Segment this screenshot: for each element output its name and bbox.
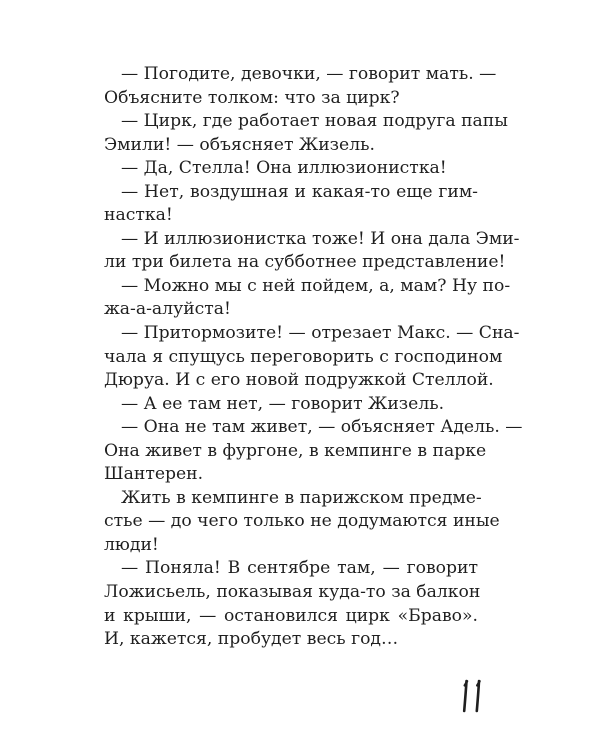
paragraph	[104, 557, 481, 651]
paragraph	[104, 487, 500, 558]
text-line: и крыши, — остановился цирк «Браво».	[104, 605, 478, 626]
text-line: Ложисьель, показывая куда-то за балкон	[104, 582, 481, 603]
text-line: — Притормозите! — отрезает Макс. — Сна-	[121, 323, 520, 344]
paragraph	[104, 181, 478, 228]
text-line: настка!	[104, 205, 173, 226]
paragraph	[104, 416, 523, 487]
paragraph	[104, 393, 478, 417]
paragraph	[104, 275, 511, 322]
text-line: Шантерен.	[104, 464, 204, 485]
text-line: И, кажется, пробудет весь год…	[104, 629, 399, 650]
paragraph	[104, 157, 478, 181]
text-line: — Да, Стелла! Она иллюзионистка!	[121, 158, 447, 179]
text-line: чала я спущусь переговорить с господином	[104, 346, 503, 367]
body-text	[104, 63, 523, 652]
text-line: — А ее там нет, — говорит Жизель.	[121, 393, 445, 414]
text-line: стье — до чего только не додумаются иные	[104, 511, 500, 532]
text-line: люди!	[104, 534, 159, 555]
text-line: — Можно мы с ней пойдем, а, мам? Ну по-	[121, 275, 511, 296]
text-line: Дюруа. И с его новой подружкой Стеллой.	[104, 370, 494, 391]
text-line: — Поняла! В сентябре там, — говорит	[121, 558, 478, 579]
text-line: Эмили! — объясняет Жизель.	[104, 134, 375, 155]
paragraph	[104, 110, 508, 157]
text-line: — Погодите, девочки, — говорит мать. —	[121, 64, 497, 84]
text-line: ли три билета на субботнее представление!	[104, 252, 506, 273]
text-line: — И иллюзионистка тоже! И она дала Эми-	[121, 228, 520, 249]
text-line: жа-а-алуйста!	[104, 299, 231, 320]
text-line: Жить в кемпинге в парижском предме-	[121, 487, 482, 508]
text-line: Она живет в фургоне, в кемпинге в парке	[104, 440, 487, 461]
text-line: Объясните толком: что за цирк?	[104, 87, 400, 108]
paragraph	[104, 63, 497, 110]
page-number	[460, 678, 488, 714]
text-line: — Она не там живет, — объясняет Адель. —	[121, 417, 523, 438]
paragraph	[104, 322, 520, 393]
text-line: — Цирк, где работает новая подруга папы	[121, 111, 508, 132]
paragraph	[104, 228, 520, 275]
text-line: — Нет, воздушная и какая-то еще гим-	[121, 181, 478, 202]
